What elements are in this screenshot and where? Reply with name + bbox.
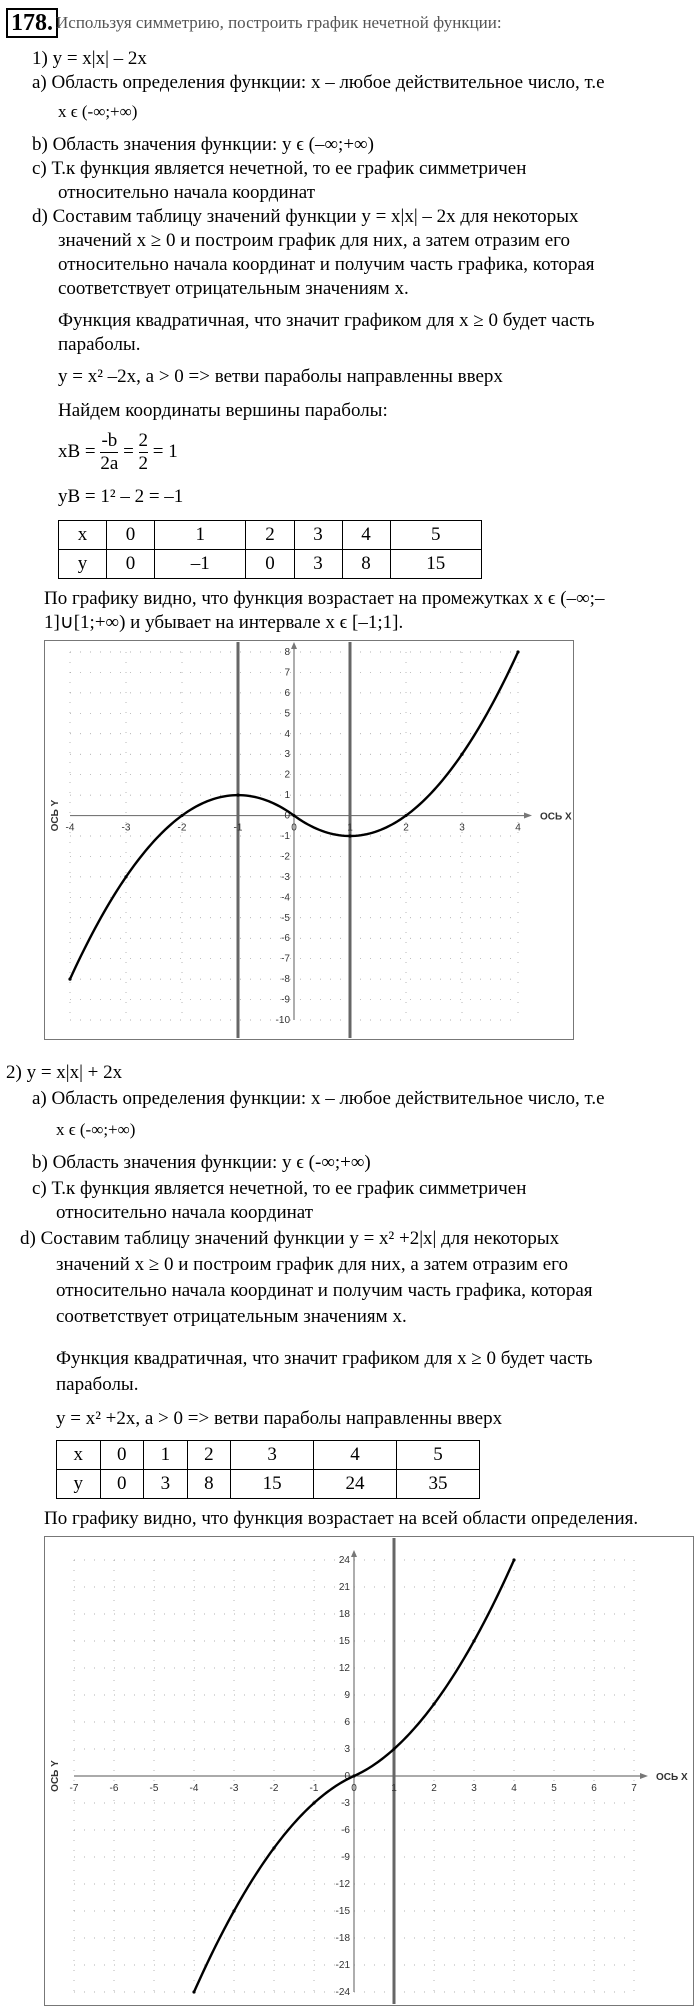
part2-conclusion: По графику видно, что функция возрастает на всей области определения.: [44, 1508, 639, 1529]
part2-d-line4: соответствует отрицательным значениям x.: [56, 1306, 407, 1327]
y-cell-4: 15: [231, 1470, 314, 1499]
data-point: [472, 1639, 475, 1642]
x-tick-label: 7: [631, 1783, 637, 1794]
chart-2-graph: [44, 1536, 694, 2006]
y-tick-label: -24: [335, 1987, 350, 1998]
part1-a-line2: x ϵ (-∞;+∞): [58, 102, 138, 121]
fraction-b-over-2a: [100, 430, 118, 475]
part1-d-line3: относительно начала координат и получим часть графика, которая: [58, 254, 595, 275]
y-cell-3: 0: [246, 550, 294, 579]
y-tick-label: -6: [341, 1825, 350, 1836]
frac2-num: 2: [138, 430, 149, 451]
part2-b: b) Область значения функции: y ϵ (-∞;+∞): [32, 1152, 371, 1173]
y-tick-label: 4: [284, 728, 290, 740]
y-tick-label: 8: [284, 647, 290, 658]
x-tick-label: 4: [511, 1783, 517, 1794]
part2-d-line1: d) Составим таблицу значений функции y = x² +2|x| для некоторых: [20, 1228, 560, 1249]
x-cell-2: 1: [155, 521, 246, 550]
data-point: [192, 1990, 195, 1993]
y-tick-label: -3: [341, 1798, 350, 1809]
y-axis-label: ОСЬ Y: [50, 1760, 61, 1792]
y-tick-label: 0: [284, 810, 290, 822]
data-point: [516, 650, 519, 653]
y-tick-label: -8: [281, 974, 290, 986]
y-tick-label: -18: [335, 1933, 350, 1944]
table-row-x: [59, 521, 482, 550]
y-tick-label: -9: [281, 994, 290, 1006]
part1-conclusion-line1: По графику видно, что функция возрастает на промежутках x ϵ (–∞;–: [44, 588, 605, 609]
task-statement: Используя симметрию, построить график нечетной функции:: [56, 13, 502, 32]
part2-value-table: [56, 1440, 480, 1499]
x-tick-label: -3: [229, 1783, 239, 1794]
part2-quad-line1: Функция квадратичная, что значит графиком для x ≥ 0 будет часть: [56, 1348, 593, 1369]
part1-quad-line2: параболы.: [58, 334, 141, 355]
part1-xb-formula: [58, 430, 178, 475]
x-tick-label: -4: [189, 1783, 199, 1794]
part2-d-line2: значений x ≥ 0 и построим график для них, а затем отразим его: [56, 1254, 568, 1275]
y-tick-label: -15: [335, 1906, 350, 1917]
y-tick-label: 0: [344, 1771, 350, 1782]
y-tick-label: 15: [338, 1636, 350, 1647]
y-tick-label: 21: [338, 1582, 350, 1593]
y-cell-6: 35: [397, 1470, 480, 1499]
part1-value-table: [58, 520, 482, 579]
frac2-den: 2: [138, 453, 149, 474]
x-cell-3: 2: [187, 1441, 231, 1470]
data-point: [404, 814, 407, 817]
y-tick-label: 18: [338, 1609, 350, 1620]
y-tick-label: 3: [284, 749, 290, 761]
table-row-x: [57, 1441, 480, 1470]
y-tick-label: 7: [284, 667, 290, 679]
frac1-num: -b: [101, 430, 118, 451]
part1-d-line2: значений x ≥ 0 и построим график для них, а затем отразим его: [58, 230, 570, 251]
x-tick-label: -2: [269, 1783, 279, 1794]
x-tick-label: -5: [149, 1783, 159, 1794]
x-cell-5: 4: [314, 1441, 397, 1470]
x-cell-4: 3: [231, 1441, 314, 1470]
data-point: [392, 1747, 395, 1750]
data-point: [124, 875, 127, 878]
part2-a-line2: x ϵ (-∞;+∞): [56, 1120, 136, 1139]
data-point: [512, 1558, 515, 1561]
y-cell-6: 15: [390, 550, 481, 579]
x-tick-label: -6: [109, 1783, 119, 1794]
y-cell-4: 3: [294, 550, 342, 579]
x-cell-5: 4: [342, 521, 390, 550]
x-cell-0: x: [59, 521, 107, 550]
y-tick-label: -10: [275, 1015, 290, 1026]
x-tick-label: -1: [309, 1783, 319, 1794]
y-tick-label: 6: [284, 687, 290, 699]
part1-c-line1: c) Т.к функция является нечетной, то ее график симметричен: [32, 158, 527, 179]
x-cell-6: 5: [390, 521, 481, 550]
x-tick-label: 1: [391, 1783, 397, 1794]
y-cell-2: –1: [155, 550, 246, 579]
x-axis-label: ОСЬ X: [656, 1772, 688, 1783]
x-tick-label: 2: [431, 1783, 437, 1794]
part1-conclusion-line2: 1]∪[1;+∞) и убывает на интервале x ϵ [–1;1].: [44, 612, 404, 633]
x-cell-4: 3: [294, 521, 342, 550]
data-point: [312, 1801, 315, 1804]
x-tick-label: 3: [459, 822, 465, 834]
y-cell-2: 3: [144, 1470, 188, 1499]
data-point: [460, 753, 463, 756]
y-tick-label: -21: [335, 1960, 350, 1971]
y-tick-label: 6: [344, 1717, 350, 1728]
y-tick-label: 3: [344, 1744, 350, 1755]
x-cell-2: 1: [144, 1441, 188, 1470]
x-tick-label: -4: [65, 822, 75, 834]
x-tick-label: -2: [177, 822, 187, 834]
x-axis-label: ОСЬ X: [540, 811, 572, 823]
data-point: [292, 814, 295, 817]
data-point: [232, 1909, 235, 1912]
xb-label: xB =: [58, 440, 96, 462]
exercise-number: 178.: [6, 8, 58, 38]
y-tick-label: -7: [281, 953, 290, 965]
data-point: [432, 1702, 435, 1705]
y-cell-5: 24: [314, 1470, 397, 1499]
y-tick-label: 9: [344, 1690, 350, 1701]
table-row-y: [57, 1470, 480, 1499]
part1-title: 1) y = x|x| – 2x: [32, 48, 147, 69]
part1-d-line4: соответствует отрицательным значениям x.: [58, 278, 409, 299]
y-tick-label: -4: [281, 892, 290, 904]
x-tick-label: -7: [69, 1783, 79, 1794]
y-tick-label: -6: [281, 933, 290, 945]
x-cell-1: 0: [100, 1441, 144, 1470]
y-axis-label: ОСЬ Y: [50, 799, 61, 832]
part2-title: 2) y = x|x| + 2x: [6, 1062, 123, 1083]
y-cell-1: 0: [100, 1470, 144, 1499]
y-cell-0: y: [57, 1470, 101, 1499]
x-cell-6: 5: [397, 1441, 480, 1470]
x-tick-label: 0: [351, 1783, 357, 1794]
y-tick-label: -5: [281, 912, 290, 924]
y-tick-label: 1: [284, 790, 290, 802]
y-tick-label: -9: [341, 1852, 350, 1863]
y-tick-label: -2: [281, 851, 290, 863]
x-tick-label: 5: [551, 1783, 557, 1794]
part2-a-line1: a) Область определения функции: x – любое действительное число, т.е: [32, 1088, 605, 1109]
x-cell-3: 2: [246, 521, 294, 550]
data-point: [348, 834, 351, 837]
data-point: [352, 1774, 355, 1777]
fraction-2-over-2: [139, 430, 149, 475]
x-cell-0: x: [57, 1441, 101, 1470]
x-cell-1: 0: [107, 521, 155, 550]
part1-quad-line1: Функция квадратичная, что значит графиком для x ≥ 0 будет часть: [58, 310, 595, 331]
y-tick-label: -12: [335, 1879, 350, 1890]
part2-branch: y = x² +2x, a > 0 => ветви параболы направленны вверх: [56, 1408, 503, 1429]
part1-b: b) Область значения функции: y ϵ (–∞;+∞): [32, 134, 374, 155]
x-tick-label: 1: [347, 822, 353, 834]
x-tick-label: 3: [471, 1783, 477, 1794]
data-point: [180, 814, 183, 817]
x-tick-label: -1: [233, 822, 243, 834]
y-cell-3: 8: [187, 1470, 231, 1499]
x-tick-label: -3: [121, 822, 131, 834]
part1-c-line2: относительно начала координат: [58, 182, 316, 203]
y-cell-0: y: [59, 550, 107, 579]
frac1-den: 2a: [100, 453, 119, 474]
equals-sign: =: [123, 440, 134, 462]
chart-frame: [45, 1537, 694, 2006]
x-tick-label: 6: [591, 1783, 597, 1794]
part1-a-line1: a) Область определения функции: x – любое действительное число, т.е: [32, 72, 605, 93]
part2-c-line2: относительно начала координат: [56, 1202, 314, 1223]
y-tick-label: -3: [281, 871, 290, 883]
y-tick-label: 5: [284, 708, 290, 720]
x-tick-label: 2: [403, 822, 409, 834]
y-tick-label: 12: [338, 1663, 350, 1674]
y-cell-5: 8: [342, 550, 390, 579]
chart-1-graph: [44, 640, 574, 1040]
xb-result: = 1: [152, 440, 178, 462]
y-cell-1: 0: [107, 550, 155, 579]
part1-yb: yB = 1² – 2 = –1: [58, 486, 184, 507]
data-point: [272, 1846, 275, 1849]
data-point: [236, 794, 239, 797]
x-tick-label: 4: [515, 822, 521, 834]
part2-c-line1: c) Т.к функция является нечетной, то ее график симметричен: [32, 1178, 527, 1199]
x-tick-label: 0: [291, 822, 297, 834]
part2-quad-line2: параболы.: [56, 1374, 139, 1395]
part1-d-line1: d) Составим таблицу значений функции y = x|x| – 2x для некоторых: [32, 206, 579, 227]
y-tick-label: -1: [281, 831, 290, 842]
data-point: [68, 978, 71, 981]
y-tick-label: 2: [284, 769, 290, 781]
y-tick-label: 24: [338, 1555, 350, 1566]
part2-d-line3: относительно начала координат и получим часть графика, которая: [56, 1280, 593, 1301]
part1-vertex-title: Найдем координаты вершины параболы:: [58, 400, 388, 421]
table-row-y: [59, 550, 482, 579]
part1-branch: y = x² –2x, a > 0 => ветви параболы направленны вверх: [58, 366, 503, 387]
